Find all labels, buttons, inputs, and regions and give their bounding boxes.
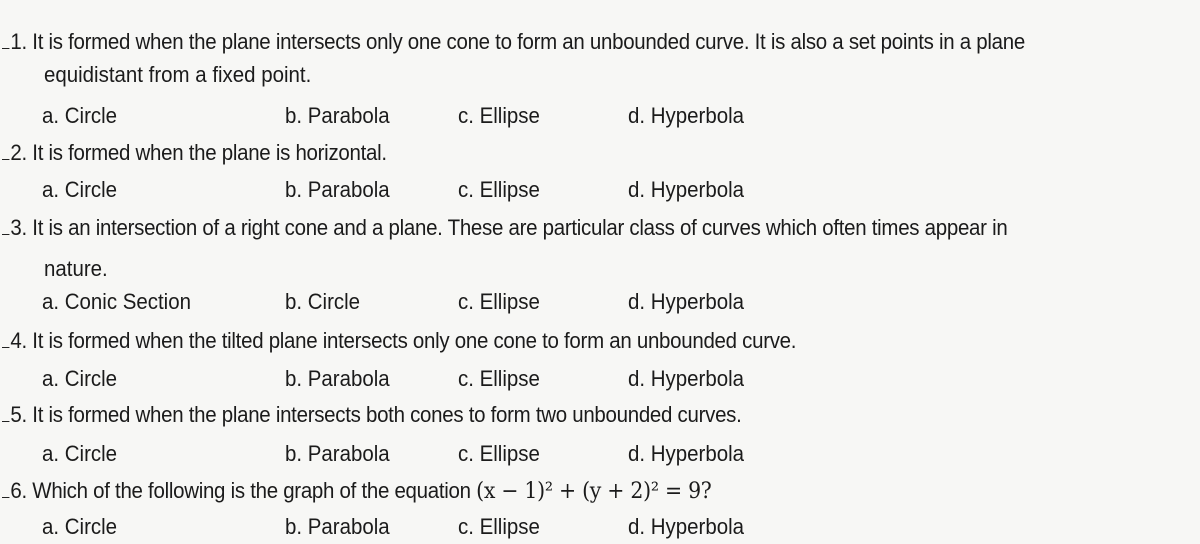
choice-a: a. Circle [42,514,118,539]
choice-d: d. Hyperbola [628,289,745,314]
choice-d: d. Hyperbola [628,441,745,466]
answer-blank [2,216,9,235]
choice-a: a. Circle [42,177,118,202]
question-number: 6. [10,478,27,503]
choice-d: d. Hyperbola [628,366,745,391]
question-5-choices [0,439,1200,469]
choice-a: a. Circle [42,441,118,466]
question-number: 2. [10,140,27,165]
question-1-continuation: equidistant from a fixed point. [44,62,312,87]
choice-d: d. Hyperbola [628,514,745,539]
answer-blank [2,30,9,49]
choice-b: b. Circle [285,289,361,314]
equation: (x − 1)² + (y + 2)² = 9? [476,479,712,504]
question-3-choices [0,287,1200,317]
choice-a: a. Circle [42,103,118,128]
answer-blank [2,403,9,422]
question-text: It is an intersection of a right cone and a plane. These are particular class of curves which often times appear in [32,215,1008,240]
question-5 [2,401,742,429]
question-text: Which of the following is the graph of the equation [32,478,471,503]
choice-a: a. Conic Section [42,289,191,314]
choice-c: c. Ellipse [458,177,540,202]
choice-c: c. Ellipse [458,441,540,466]
choice-c: c. Ellipse [458,366,540,391]
question-2-choices [0,175,1200,205]
question-number: 4. [10,328,27,353]
question-4-choices [0,364,1200,394]
question-number: 5. [10,402,27,427]
question-3 [2,214,1007,242]
question-text: It is formed when the plane is horizontal. [32,140,387,165]
answer-blank [2,329,9,348]
choice-c: c. Ellipse [458,289,540,314]
question-number: 3. [10,215,27,240]
choice-b: b. Parabola [285,366,390,391]
choice-b: b. Parabola [285,441,390,466]
choice-c: c. Ellipse [458,514,540,539]
answer-blank [2,479,9,498]
answer-blank [2,141,9,160]
question-text: It is formed when the plane intersects only one cone to form an unbounded curve. It is also a set points in a plane [32,29,1025,54]
choice-a: a. Circle [42,366,118,391]
choice-d: d. Hyperbola [628,103,745,128]
question-6-choices [0,512,1200,542]
question-text: It is formed when the plane intersects both cones to form two unbounded curves. [32,402,742,427]
choice-d: d. Hyperbola [628,177,745,202]
question-text: It is formed when the tilted plane intersects only one cone to form an unbounded curve. [32,328,797,353]
choice-b: b. Parabola [285,103,390,128]
question-1 [2,28,1025,56]
question-6 [2,477,712,506]
choice-b: b. Parabola [285,514,390,539]
question-2 [2,139,387,167]
question-3-continuation: nature. [44,256,108,281]
choice-b: b. Parabola [285,177,390,202]
choice-c: c. Ellipse [458,103,540,128]
question-number: 1. [10,29,27,54]
question-4 [2,327,796,355]
question-1-choices [0,101,1200,131]
